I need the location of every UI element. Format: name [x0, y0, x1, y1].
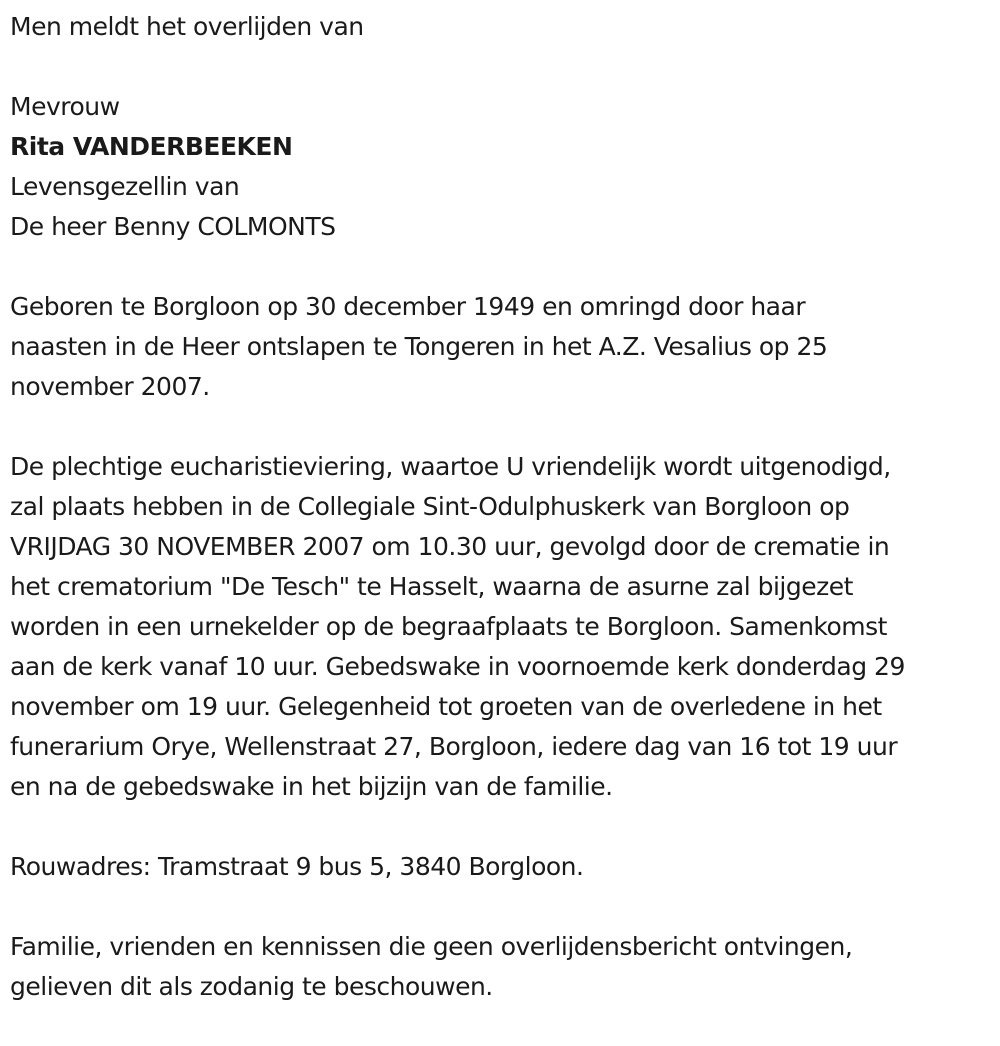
- closing-line: Familie, vrienden en kennissen die geen overlijdensbericht ontvingen,: [10, 932, 853, 961]
- ceremony-line: VRIJDAG 30 NOVEMBER 2007 om 10.30 uur, gevolgd door de crematie in: [10, 532, 890, 561]
- deceased-title: Mevrouw: [10, 92, 120, 121]
- ceremony-line: zal plaats hebben in de Collegiale Sint-Odulphuskerk van Borgloon op: [10, 492, 850, 521]
- birth-line: Geboren te Borgloon op 30 december 1949 en omringd door haar: [10, 292, 806, 321]
- ceremony-line: november om 19 uur. Gelegenheid tot groeten van de overledene in het: [10, 692, 882, 721]
- spacer: [10, 887, 995, 927]
- closing-paragraph: [10, 927, 995, 1007]
- ceremony-line: aan de kerk vanaf 10 uur. Gebedswake in voornoemde kerk donderdag 29: [10, 652, 905, 681]
- spacer: [10, 407, 995, 447]
- ceremony-line: De plechtige eucharistieviering, waartoe U vriendelijk wordt uitgenodigd,: [10, 452, 891, 481]
- mourning-address: Rouwadres: Tramstraat 9 bus 5, 3840 Borgloon.: [10, 852, 584, 881]
- closing-line: gelieven dit als zodanig te beschouwen.: [10, 972, 493, 1001]
- birth-line: naasten in de Heer ontslapen te Tongeren in het A.Z. Vesalius op 25: [10, 332, 828, 361]
- deceased-name: Rita VANDERBEEKEN: [10, 132, 293, 161]
- ceremony-line: het crematorium "De Tesch" te Hasselt, waarna de asurne zal bijgezet: [10, 572, 853, 601]
- spacer: [10, 807, 995, 847]
- birth-line: november 2007.: [10, 372, 210, 401]
- relation-text: Levensgezellin van: [10, 172, 240, 201]
- partner-name: De heer Benny COLMONTS: [10, 212, 336, 241]
- intro-text: Men meldt het overlijden van: [10, 12, 364, 41]
- ceremony-paragraph: [10, 447, 995, 807]
- death-notice: [10, 7, 995, 1007]
- spacer: [10, 247, 995, 287]
- ceremony-line: en na de gebedswake in het bijzijn van de familie.: [10, 772, 613, 801]
- birth-paragraph: [10, 287, 995, 407]
- ceremony-line: worden in een urnekelder op de begraafplaats te Borgloon. Samenkomst: [10, 612, 887, 641]
- spacer: [10, 47, 995, 87]
- ceremony-line: funerarium Orye, Wellenstraat 27, Borgloon, iedere dag van 16 tot 19 uur: [10, 732, 898, 761]
